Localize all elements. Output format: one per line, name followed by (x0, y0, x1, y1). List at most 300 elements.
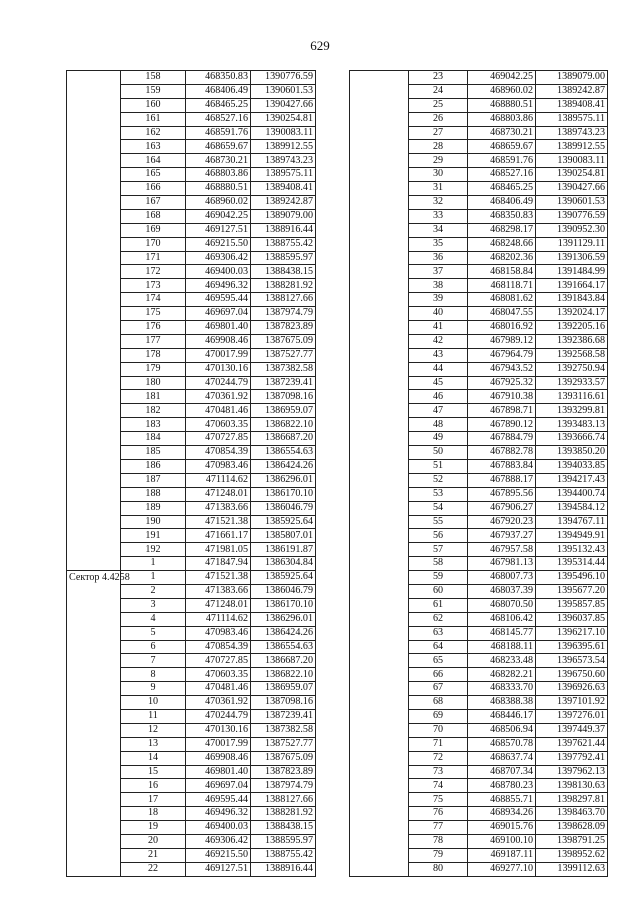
point-number: 30 (409, 168, 468, 182)
y-coordinate: 1387675.09 (251, 751, 316, 765)
x-coordinate: 467957.58 (468, 543, 536, 557)
y-coordinate: 1388127.66 (251, 293, 316, 307)
y-coordinate: 1386424.26 (251, 626, 316, 640)
y-coordinate: 1389408.41 (536, 98, 608, 112)
y-coordinate: 1386554.63 (251, 446, 316, 460)
x-coordinate: 468465.25 (186, 98, 251, 112)
point-number: 8 (121, 668, 186, 682)
y-coordinate: 1388755.42 (251, 237, 316, 251)
coordinates-table-right (349, 70, 608, 877)
y-coordinate: 1390254.81 (536, 168, 608, 182)
y-coordinate: 1387527.77 (251, 737, 316, 751)
x-coordinate: 468037.39 (468, 584, 536, 598)
point-number: 57 (409, 543, 468, 557)
y-coordinate: 1388916.44 (251, 862, 316, 876)
y-coordinate: 1396750.60 (536, 668, 608, 682)
x-coordinate: 468591.76 (186, 126, 251, 140)
point-number: 79 (409, 848, 468, 862)
y-coordinate: 1394767.11 (536, 515, 608, 529)
point-number: 77 (409, 821, 468, 835)
point-number: 12 (121, 723, 186, 737)
y-coordinate: 1396217.10 (536, 626, 608, 640)
x-coordinate: 468282.21 (468, 668, 536, 682)
y-coordinate: 1388755.42 (251, 848, 316, 862)
y-coordinate: 1397276.01 (536, 709, 608, 723)
x-coordinate: 469042.25 (468, 71, 536, 85)
x-coordinate: 467906.27 (468, 501, 536, 515)
point-number: 165 (121, 168, 186, 182)
x-coordinate: 468506.94 (468, 723, 536, 737)
point-number: 54 (409, 501, 468, 515)
x-coordinate: 470017.99 (186, 348, 251, 362)
point-number: 29 (409, 154, 468, 168)
table-row (67, 71, 316, 85)
point-number: 183 (121, 418, 186, 432)
x-coordinate: 468465.25 (468, 182, 536, 196)
x-coordinate: 468934.26 (468, 807, 536, 821)
point-number: 17 (121, 793, 186, 807)
y-coordinate: 1390776.59 (251, 71, 316, 85)
y-coordinate: 1386959.07 (251, 682, 316, 696)
x-coordinate: 470481.46 (186, 404, 251, 418)
x-coordinate: 468880.51 (468, 98, 536, 112)
y-coordinate: 1395857.85 (536, 598, 608, 612)
point-number: 170 (121, 237, 186, 251)
point-number: 7 (121, 654, 186, 668)
y-coordinate: 1387675.09 (251, 334, 316, 348)
x-coordinate: 471661.17 (186, 529, 251, 543)
point-number: 65 (409, 654, 468, 668)
y-coordinate: 1397962.13 (536, 765, 608, 779)
section-label: Сектор 4.4258 (67, 571, 121, 877)
y-coordinate: 1393666.74 (536, 432, 608, 446)
point-number: 45 (409, 376, 468, 390)
coordinates-table-left (66, 70, 316, 877)
x-coordinate: 467898.71 (468, 404, 536, 418)
point-number: 191 (121, 529, 186, 543)
x-coordinate: 468707.34 (468, 765, 536, 779)
x-coordinate: 471248.01 (186, 487, 251, 501)
y-coordinate: 1386170.10 (251, 487, 316, 501)
point-number: 168 (121, 209, 186, 223)
y-coordinate: 1389242.87 (251, 196, 316, 210)
x-coordinate: 471521.38 (186, 571, 251, 585)
y-coordinate: 1385807.01 (251, 529, 316, 543)
point-number: 60 (409, 584, 468, 598)
y-coordinate: 1398952.62 (536, 848, 608, 862)
y-coordinate: 1394033.85 (536, 459, 608, 473)
y-coordinate: 1387823.89 (251, 321, 316, 335)
point-number: 49 (409, 432, 468, 446)
point-number: 35 (409, 237, 468, 251)
point-number: 51 (409, 459, 468, 473)
y-coordinate: 1387239.41 (251, 709, 316, 723)
page-number: 629 (310, 38, 330, 53)
point-number: 53 (409, 487, 468, 501)
x-coordinate: 469697.04 (186, 779, 251, 793)
table-row (350, 71, 608, 85)
point-number: 176 (121, 321, 186, 335)
x-coordinate: 468406.49 (468, 196, 536, 210)
x-coordinate: 468016.92 (468, 321, 536, 335)
x-coordinate: 469306.42 (186, 834, 251, 848)
x-coordinate: 470244.79 (186, 376, 251, 390)
y-coordinate: 1394949.91 (536, 529, 608, 543)
x-coordinate: 467888.17 (468, 473, 536, 487)
y-coordinate: 1397101.92 (536, 696, 608, 710)
y-coordinate: 1393116.61 (536, 390, 608, 404)
y-coordinate: 1393299.81 (536, 404, 608, 418)
x-coordinate: 468388.38 (468, 696, 536, 710)
y-coordinate: 1391484.99 (536, 265, 608, 279)
x-coordinate: 470603.35 (186, 418, 251, 432)
y-coordinate: 1395496.10 (536, 571, 608, 585)
point-number: 55 (409, 515, 468, 529)
point-number: 169 (121, 223, 186, 237)
point-number: 164 (121, 154, 186, 168)
x-coordinate: 469908.46 (186, 751, 251, 765)
y-coordinate: 1391129.11 (536, 237, 608, 251)
point-number: 50 (409, 446, 468, 460)
y-coordinate: 1388916.44 (251, 223, 316, 237)
point-number: 26 (409, 112, 468, 126)
point-number: 47 (409, 404, 468, 418)
point-number: 32 (409, 196, 468, 210)
y-coordinate: 1386304.84 (251, 557, 316, 571)
point-number: 162 (121, 126, 186, 140)
point-number: 74 (409, 779, 468, 793)
point-number: 192 (121, 543, 186, 557)
y-coordinate: 1385925.64 (251, 515, 316, 529)
y-coordinate: 1387823.89 (251, 765, 316, 779)
x-coordinate: 467883.84 (468, 459, 536, 473)
point-number: 1 (121, 571, 186, 585)
y-coordinate: 1389743.23 (536, 126, 608, 140)
y-coordinate: 1395314.44 (536, 557, 608, 571)
y-coordinate: 1396395.61 (536, 640, 608, 654)
point-number: 188 (121, 487, 186, 501)
point-number: 73 (409, 765, 468, 779)
y-coordinate: 1392933.57 (536, 376, 608, 390)
point-number: 14 (121, 751, 186, 765)
x-coordinate: 469042.25 (186, 209, 251, 223)
x-coordinate: 468803.86 (468, 112, 536, 126)
point-number: 22 (121, 862, 186, 876)
y-coordinate: 1390427.66 (536, 182, 608, 196)
point-number: 185 (121, 446, 186, 460)
y-coordinate: 1395132.43 (536, 543, 608, 557)
point-number: 27 (409, 126, 468, 140)
x-coordinate: 470727.85 (186, 432, 251, 446)
point-number: 161 (121, 112, 186, 126)
x-coordinate: 468106.42 (468, 612, 536, 626)
point-number: 4 (121, 612, 186, 626)
x-coordinate: 470727.85 (186, 654, 251, 668)
point-number: 31 (409, 182, 468, 196)
y-coordinate: 1398297.81 (536, 793, 608, 807)
y-coordinate: 1392750.94 (536, 362, 608, 376)
y-coordinate: 1386424.26 (251, 459, 316, 473)
x-coordinate: 469127.51 (186, 862, 251, 876)
y-coordinate: 1387974.79 (251, 779, 316, 793)
x-coordinate: 470983.46 (186, 626, 251, 640)
x-coordinate: 471383.66 (186, 501, 251, 515)
y-coordinate: 1386170.10 (251, 598, 316, 612)
x-coordinate: 470017.99 (186, 737, 251, 751)
table-row (67, 571, 316, 585)
y-coordinate: 1387098.16 (251, 390, 316, 404)
y-coordinate: 1389575.11 (251, 168, 316, 182)
section-label (67, 71, 121, 571)
point-number: 33 (409, 209, 468, 223)
x-coordinate: 467943.52 (468, 362, 536, 376)
y-coordinate: 1388595.97 (251, 251, 316, 265)
y-coordinate: 1394217.43 (536, 473, 608, 487)
y-coordinate: 1396037.85 (536, 612, 608, 626)
x-coordinate: 470603.35 (186, 668, 251, 682)
point-number: 167 (121, 196, 186, 210)
point-number: 41 (409, 321, 468, 335)
y-coordinate: 1397792.41 (536, 751, 608, 765)
x-coordinate: 468070.50 (468, 598, 536, 612)
x-coordinate: 468780.23 (468, 779, 536, 793)
x-coordinate: 470361.92 (186, 390, 251, 404)
point-number: 3 (121, 598, 186, 612)
point-number: 174 (121, 293, 186, 307)
point-number: 189 (121, 501, 186, 515)
point-number: 166 (121, 182, 186, 196)
point-number: 15 (121, 765, 186, 779)
x-coordinate: 468855.71 (468, 793, 536, 807)
y-coordinate: 1386959.07 (251, 404, 316, 418)
point-number: 43 (409, 348, 468, 362)
x-coordinate: 468350.83 (468, 209, 536, 223)
y-coordinate: 1386822.10 (251, 668, 316, 682)
y-coordinate: 1392024.17 (536, 307, 608, 321)
x-coordinate: 470983.46 (186, 459, 251, 473)
y-coordinate: 1386046.79 (251, 584, 316, 598)
x-coordinate: 468248.66 (468, 237, 536, 251)
y-coordinate: 1399112.63 (536, 862, 608, 876)
y-coordinate: 1398791.25 (536, 834, 608, 848)
y-coordinate: 1386554.63 (251, 640, 316, 654)
y-coordinate: 1394400.74 (536, 487, 608, 501)
y-coordinate: 1391664.17 (536, 279, 608, 293)
y-coordinate: 1387382.58 (251, 723, 316, 737)
x-coordinate: 469215.50 (186, 848, 251, 862)
y-coordinate: 1388281.92 (251, 279, 316, 293)
point-number: 184 (121, 432, 186, 446)
x-coordinate: 467910.38 (468, 390, 536, 404)
x-coordinate: 469595.44 (186, 293, 251, 307)
point-number: 178 (121, 348, 186, 362)
y-coordinate: 1390083.11 (251, 126, 316, 140)
y-coordinate: 1391306.59 (536, 251, 608, 265)
point-number: 36 (409, 251, 468, 265)
x-coordinate: 469100.10 (468, 834, 536, 848)
x-coordinate: 468333.70 (468, 682, 536, 696)
x-coordinate: 468233.48 (468, 654, 536, 668)
x-coordinate: 467890.12 (468, 418, 536, 432)
y-coordinate: 1386191.87 (251, 543, 316, 557)
y-coordinate: 1386046.79 (251, 501, 316, 515)
x-coordinate: 471248.01 (186, 598, 251, 612)
section-label (350, 71, 409, 877)
x-coordinate: 467884.79 (468, 432, 536, 446)
point-number: 66 (409, 668, 468, 682)
point-number: 69 (409, 709, 468, 723)
x-coordinate: 468145.77 (468, 626, 536, 640)
point-number: 59 (409, 571, 468, 585)
x-coordinate: 467895.56 (468, 487, 536, 501)
y-coordinate: 1389408.41 (251, 182, 316, 196)
y-coordinate: 1386296.01 (251, 473, 316, 487)
y-coordinate: 1388438.15 (251, 821, 316, 835)
point-number: 37 (409, 265, 468, 279)
y-coordinate: 1398628.09 (536, 821, 608, 835)
point-number: 24 (409, 84, 468, 98)
x-coordinate: 469306.42 (186, 251, 251, 265)
x-coordinate: 470130.16 (186, 723, 251, 737)
point-number: 16 (121, 779, 186, 793)
x-coordinate: 467989.12 (468, 334, 536, 348)
point-number: 68 (409, 696, 468, 710)
x-coordinate: 467920.23 (468, 515, 536, 529)
point-number: 9 (121, 682, 186, 696)
point-number: 11 (121, 709, 186, 723)
point-number: 172 (121, 265, 186, 279)
point-number: 177 (121, 334, 186, 348)
x-coordinate: 468960.02 (468, 84, 536, 98)
y-coordinate: 1385925.64 (251, 571, 316, 585)
y-coordinate: 1388281.92 (251, 807, 316, 821)
x-coordinate: 468591.76 (468, 154, 536, 168)
point-number: 28 (409, 140, 468, 154)
x-coordinate: 471981.05 (186, 543, 251, 557)
point-number: 171 (121, 251, 186, 265)
point-number: 38 (409, 279, 468, 293)
point-number: 39 (409, 293, 468, 307)
x-coordinate: 469215.50 (186, 237, 251, 251)
y-coordinate: 1390776.59 (536, 209, 608, 223)
y-coordinate: 1394584.12 (536, 501, 608, 515)
point-number: 2 (121, 584, 186, 598)
point-number: 64 (409, 640, 468, 654)
point-number: 63 (409, 626, 468, 640)
y-coordinate: 1387974.79 (251, 307, 316, 321)
y-coordinate: 1393850.20 (536, 446, 608, 460)
x-coordinate: 470481.46 (186, 682, 251, 696)
point-number: 58 (409, 557, 468, 571)
point-number: 70 (409, 723, 468, 737)
y-coordinate: 1390083.11 (536, 154, 608, 168)
point-number: 75 (409, 793, 468, 807)
x-coordinate: 468158.84 (468, 265, 536, 279)
x-coordinate: 467937.27 (468, 529, 536, 543)
point-number: 48 (409, 418, 468, 432)
x-coordinate: 468202.36 (468, 251, 536, 265)
x-coordinate: 471521.38 (186, 515, 251, 529)
point-number: 159 (121, 84, 186, 98)
point-number: 158 (121, 71, 186, 85)
x-coordinate: 469697.04 (186, 307, 251, 321)
point-number: 190 (121, 515, 186, 529)
y-coordinate: 1389912.55 (536, 140, 608, 154)
y-coordinate: 1392568.58 (536, 348, 608, 362)
point-number: 10 (121, 696, 186, 710)
y-coordinate: 1398463.70 (536, 807, 608, 821)
x-coordinate: 468730.21 (186, 154, 251, 168)
y-coordinate: 1396926.63 (536, 682, 608, 696)
y-coordinate: 1388595.97 (251, 834, 316, 848)
y-coordinate: 1389912.55 (251, 140, 316, 154)
x-coordinate: 471114.62 (186, 473, 251, 487)
y-coordinate: 1396573.54 (536, 654, 608, 668)
y-coordinate: 1389575.11 (536, 112, 608, 126)
x-coordinate: 468880.51 (186, 182, 251, 196)
y-coordinate: 1391843.84 (536, 293, 608, 307)
point-number: 72 (409, 751, 468, 765)
x-coordinate: 470854.39 (186, 640, 251, 654)
x-coordinate: 467925.32 (468, 376, 536, 390)
y-coordinate: 1393483.13 (536, 418, 608, 432)
point-number: 78 (409, 834, 468, 848)
x-coordinate: 468188.11 (468, 640, 536, 654)
point-number: 76 (409, 807, 468, 821)
x-coordinate: 468298.17 (468, 223, 536, 237)
x-coordinate: 471383.66 (186, 584, 251, 598)
y-coordinate: 1386822.10 (251, 418, 316, 432)
point-number: 67 (409, 682, 468, 696)
point-number: 173 (121, 279, 186, 293)
y-coordinate: 1387098.16 (251, 696, 316, 710)
point-number: 61 (409, 598, 468, 612)
y-coordinate: 1386296.01 (251, 612, 316, 626)
point-number: 163 (121, 140, 186, 154)
y-coordinate: 1392386.68 (536, 334, 608, 348)
point-number: 180 (121, 376, 186, 390)
x-coordinate: 469801.40 (186, 321, 251, 335)
x-coordinate: 469908.46 (186, 334, 251, 348)
x-coordinate: 470244.79 (186, 709, 251, 723)
x-coordinate: 468960.02 (186, 196, 251, 210)
y-coordinate: 1397449.37 (536, 723, 608, 737)
point-number: 187 (121, 473, 186, 487)
point-number: 52 (409, 473, 468, 487)
x-coordinate: 469187.11 (468, 848, 536, 862)
point-number: 18 (121, 807, 186, 821)
y-coordinate: 1386687.20 (251, 432, 316, 446)
y-coordinate: 1386687.20 (251, 654, 316, 668)
y-coordinate: 1389743.23 (251, 154, 316, 168)
point-number: 62 (409, 612, 468, 626)
x-coordinate: 467882.78 (468, 446, 536, 460)
point-number: 13 (121, 737, 186, 751)
x-coordinate: 469015.76 (468, 821, 536, 835)
x-coordinate: 468659.67 (186, 140, 251, 154)
x-coordinate: 470130.16 (186, 362, 251, 376)
point-number: 56 (409, 529, 468, 543)
point-number: 80 (409, 862, 468, 876)
point-number: 5 (121, 626, 186, 640)
x-coordinate: 469801.40 (186, 765, 251, 779)
x-coordinate: 470361.92 (186, 696, 251, 710)
point-number: 46 (409, 390, 468, 404)
x-coordinate: 468659.67 (468, 140, 536, 154)
y-coordinate: 1389079.00 (251, 209, 316, 223)
point-number: 21 (121, 848, 186, 862)
y-coordinate: 1397621.44 (536, 737, 608, 751)
